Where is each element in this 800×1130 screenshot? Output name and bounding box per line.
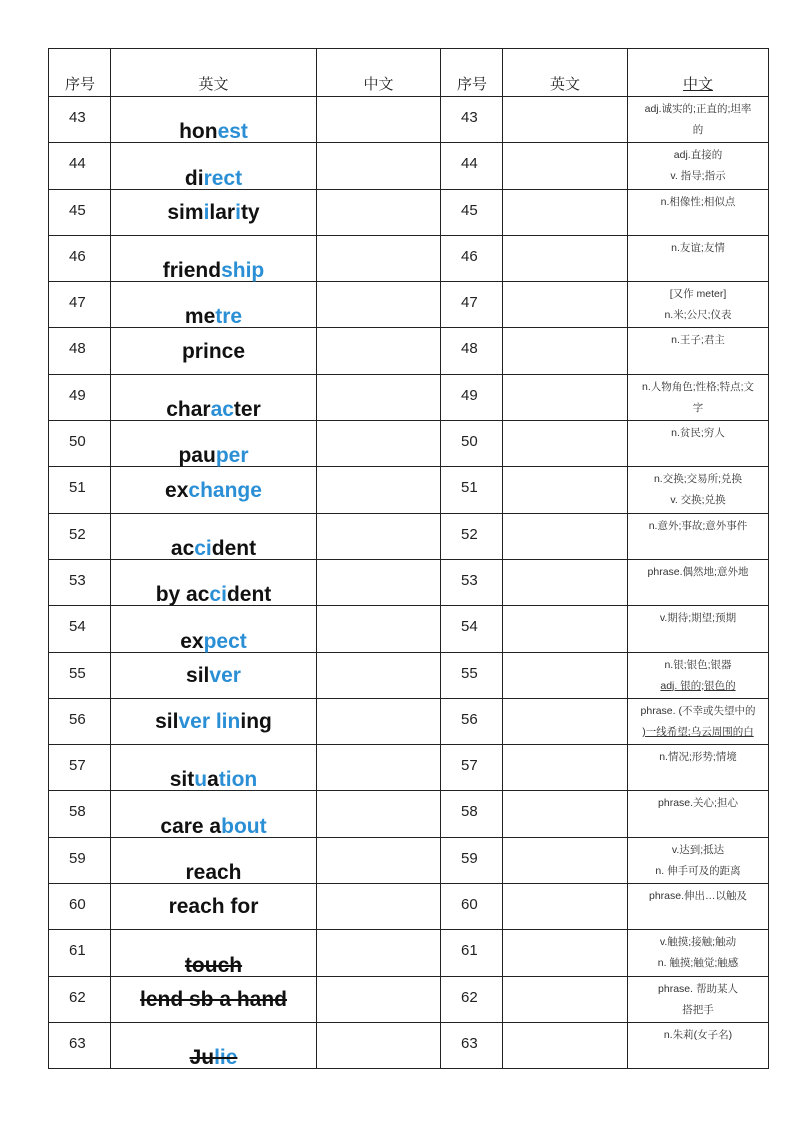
row-number: 54: [49, 606, 111, 652]
chinese-meaning: [628, 652, 769, 698]
table-row: [49, 930, 769, 976]
row-number: 57: [49, 745, 111, 791]
english-blank: [503, 189, 628, 235]
row-number: 44: [49, 143, 111, 189]
highlighted-syllable: est: [217, 120, 248, 144]
english-word: [111, 513, 317, 559]
row-number: 62: [49, 976, 111, 1022]
word-text: [186, 664, 241, 687]
chinese-blank: [317, 1022, 441, 1068]
word-syllable: char: [166, 398, 211, 422]
meaning-line: n.友谊;友情: [671, 241, 725, 254]
chinese-meaning: [628, 97, 769, 143]
chinese-meaning: [628, 837, 769, 883]
meaning-line: 搭把手: [682, 1003, 714, 1016]
row-number: 51: [49, 467, 111, 513]
header-zh-2: [628, 49, 769, 97]
row-number: 50: [49, 421, 111, 467]
row-number-2: 45: [441, 189, 503, 235]
meaning-line: v. 指导;指示: [670, 170, 726, 183]
chinese-blank: [317, 606, 441, 652]
row-number: 58: [49, 791, 111, 837]
word-syllable: dent: [211, 536, 257, 560]
meaning-line: n.朱莉(女子名): [663, 1028, 733, 1041]
word-syllable: touch: [184, 953, 243, 977]
table-row: [49, 1022, 769, 1068]
word-syllable: di: [184, 166, 204, 190]
row-number-2: 58: [441, 791, 503, 837]
chinese-blank: [317, 374, 441, 420]
chinese-meaning: [628, 930, 769, 976]
english-word: [111, 282, 317, 328]
word-syllable: reach: [185, 861, 242, 885]
chinese-meaning: [628, 282, 769, 328]
word-syllable: friend: [162, 259, 222, 283]
english-word: [111, 1022, 317, 1068]
chinese-meaning: [628, 884, 769, 930]
word-syllable: me: [184, 305, 216, 329]
meaning-line: phrase.关心;担心: [658, 797, 738, 810]
chinese-meaning: [628, 559, 769, 605]
word-syllable: ter: [233, 398, 261, 422]
word-syllable: a: [207, 768, 219, 792]
english-blank: [503, 421, 628, 467]
meaning-line: )一线希望;乌云周围的白: [642, 725, 754, 738]
row-number: 45: [49, 189, 111, 235]
english-blank: [503, 698, 628, 744]
word-text: [160, 815, 266, 838]
english-word: [111, 791, 317, 837]
row-number: 46: [49, 235, 111, 281]
word-text: [178, 444, 248, 467]
table-row: [49, 513, 769, 559]
word-syllable: ex: [165, 478, 189, 502]
english-word: [111, 467, 317, 513]
table-row: [49, 282, 769, 328]
table-row: [49, 235, 769, 281]
row-number-2: 43: [441, 97, 503, 143]
meaning-line: adj. 银的;银色的: [660, 679, 736, 692]
chinese-blank: [317, 791, 441, 837]
meaning-line: v. 交换;兑换: [670, 494, 726, 507]
highlighted-syllable: i: [235, 200, 241, 224]
row-number-2: 59: [441, 837, 503, 883]
word-text: [169, 895, 259, 918]
row-number-2: 56: [441, 698, 503, 744]
word-text: [165, 479, 262, 502]
english-blank: [503, 606, 628, 652]
highlighted-syllable: i: [203, 200, 210, 224]
word-syllable: by ac: [155, 583, 210, 607]
table-row: [49, 884, 769, 930]
meaning-line: phrase. 帮助某人: [658, 982, 738, 995]
table-row: [49, 328, 769, 374]
chinese-meaning: [628, 976, 769, 1022]
english-blank: [503, 559, 628, 605]
header-en-2: 英文: [503, 49, 628, 97]
english-blank: [503, 467, 628, 513]
table-row: [49, 606, 769, 652]
english-blank: [503, 884, 628, 930]
english-blank: [503, 930, 628, 976]
row-number-2: 44: [441, 143, 503, 189]
chinese-blank: [317, 421, 441, 467]
english-word: [111, 930, 317, 976]
chinese-blank: [317, 930, 441, 976]
english-blank: [503, 235, 628, 281]
highlighted-syllable: ver lin: [178, 710, 241, 733]
word-text: [185, 861, 241, 884]
english-blank: [503, 652, 628, 698]
vocab-table: [48, 48, 769, 1069]
highlighted-syllable: change: [188, 478, 262, 502]
english-blank: [503, 1022, 628, 1068]
meaning-line: v.触摸;接触;触动: [659, 936, 737, 949]
word-syllable: ing: [240, 710, 272, 733]
word-syllable: ty: [240, 200, 260, 224]
chinese-blank: [317, 745, 441, 791]
word-text: [180, 630, 247, 653]
chinese-meaning: [628, 745, 769, 791]
meaning-line: v.达到;抵达: [671, 843, 725, 856]
word-text: [171, 537, 256, 560]
table-row: [49, 421, 769, 467]
row-number-2: 52: [441, 513, 503, 559]
row-number-2: 55: [441, 652, 503, 698]
highlighted-syllable: rect: [203, 166, 243, 190]
chinese-blank: [317, 513, 441, 559]
row-number-2: 60: [441, 884, 503, 930]
english-blank: [503, 745, 628, 791]
highlighted-syllable: pect: [203, 629, 247, 653]
header-zh-2-text: 中文: [682, 76, 713, 93]
header-seq-1: 序号: [49, 49, 111, 97]
highlighted-syllable: tre: [215, 305, 243, 329]
meaning-line: n. 伸手可及的距离: [655, 864, 741, 877]
word-text: [163, 259, 265, 282]
chinese-blank: [317, 97, 441, 143]
english-word: [111, 97, 317, 143]
meaning-line: n.相像性;相似点: [660, 195, 736, 208]
word-syllable: ex: [180, 629, 204, 653]
english-blank: [503, 328, 628, 374]
english-blank: [503, 282, 628, 328]
highlighted-syllable: bout: [221, 814, 267, 838]
word-text: [185, 954, 242, 977]
row-number: 59: [49, 837, 111, 883]
meaning-line: 的: [692, 124, 704, 136]
table-row: [49, 976, 769, 1022]
english-blank: [503, 837, 628, 883]
english-word: [111, 235, 317, 281]
row-number-2: 54: [441, 606, 503, 652]
row-number: 52: [49, 513, 111, 559]
highlighted-syllable: ci: [194, 536, 212, 560]
row-number-2: 53: [441, 559, 503, 605]
chinese-meaning: [628, 698, 769, 744]
chinese-meaning: [628, 1022, 769, 1068]
english-word: [111, 559, 317, 605]
english-word: [111, 328, 317, 374]
english-blank: [503, 976, 628, 1022]
chinese-meaning: [628, 143, 769, 189]
meaning-line: n. 触摸;触觉;触感: [657, 957, 739, 970]
word-syllable: pau: [178, 444, 216, 468]
header-zh-1: 中文: [317, 49, 441, 97]
word-syllable: prince: [181, 339, 246, 363]
table-row: [49, 467, 769, 513]
english-blank: [503, 97, 628, 143]
chinese-meaning: [628, 235, 769, 281]
meaning-line: 字: [692, 401, 704, 414]
table-row: [49, 559, 769, 605]
row-number-2: 61: [441, 930, 503, 976]
english-blank: [503, 791, 628, 837]
word-syllable: lend sb a hand: [139, 987, 288, 1011]
english-word: [111, 374, 317, 420]
highlighted-syllable: lie: [214, 1046, 238, 1070]
table-row: [49, 837, 769, 883]
meaning-line: phrase.伸出…以触及: [648, 890, 748, 903]
row-number-2: 57: [441, 745, 503, 791]
chinese-blank: [317, 698, 441, 744]
row-number: 49: [49, 374, 111, 420]
meaning-line: n.贫民;穷人: [671, 427, 725, 440]
english-word: [111, 189, 317, 235]
table-row: [49, 745, 769, 791]
meaning-line: [又作 meter]: [669, 288, 727, 301]
row-number-2: 49: [441, 374, 503, 420]
row-number-2: 46: [441, 235, 503, 281]
row-number: 56: [49, 698, 111, 744]
chinese-blank: [317, 837, 441, 883]
chinese-meaning: [628, 374, 769, 420]
meaning-line: adj.诚实的;正直的;坦率: [644, 103, 752, 115]
table-row: [49, 97, 769, 143]
row-number: 47: [49, 282, 111, 328]
english-word: [111, 421, 317, 467]
header-seq-2: 序号: [441, 49, 503, 97]
chinese-blank: [317, 282, 441, 328]
row-number: 48: [49, 328, 111, 374]
row-number: 60: [49, 884, 111, 930]
word-text: [166, 398, 261, 421]
highlighted-syllable: ship: [221, 259, 265, 283]
english-word: [111, 884, 317, 930]
word-syllable: sil: [155, 710, 179, 733]
row-number: 63: [49, 1022, 111, 1068]
chinese-meaning: [628, 189, 769, 235]
english-word: [111, 652, 317, 698]
word-text: [155, 710, 272, 733]
meaning-line: n.银;银色;银器: [664, 658, 732, 671]
row-number-2: 48: [441, 328, 503, 374]
row-number: 61: [49, 930, 111, 976]
chinese-blank: [317, 652, 441, 698]
word-text: [140, 988, 287, 1011]
english-word: [111, 143, 317, 189]
highlighted-syllable: per: [215, 444, 249, 468]
meaning-line: phrase. (不幸或失望中的: [640, 704, 756, 717]
word-syllable: Ju: [189, 1046, 215, 1070]
word-syllable: sim: [167, 200, 204, 224]
meaning-line: n.人物角色;性格;特点;文: [641, 380, 754, 393]
chinese-blank: [317, 884, 441, 930]
chinese-blank: [317, 559, 441, 605]
chinese-blank: [317, 467, 441, 513]
table-row: [49, 791, 769, 837]
row-number: 55: [49, 652, 111, 698]
table-row: [49, 189, 769, 235]
table-row: [49, 698, 769, 744]
highlighted-syllable: ci: [209, 583, 227, 607]
english-word: [111, 698, 317, 744]
english-word: [111, 745, 317, 791]
word-syllable: care a: [160, 814, 222, 838]
chinese-blank: [317, 189, 441, 235]
chinese-blank: [317, 235, 441, 281]
word-text: [185, 167, 242, 190]
chinese-blank: [317, 976, 441, 1022]
word-text: [167, 201, 259, 224]
word-syllable: reach for: [168, 895, 259, 919]
meaning-line: n.交换;交易所;兑换: [653, 473, 743, 486]
word-text: [182, 340, 245, 363]
row-number-2: 50: [441, 421, 503, 467]
english-blank: [503, 374, 628, 420]
english-word: [111, 606, 317, 652]
english-blank: [503, 143, 628, 189]
header-en-1: 英文: [111, 49, 317, 97]
row-number-2: 62: [441, 976, 503, 1022]
highlighted-syllable: ver: [209, 663, 241, 687]
highlighted-syllable: u: [194, 768, 208, 792]
word-text: [179, 120, 248, 143]
word-syllable: ac: [170, 536, 195, 560]
chinese-meaning: [628, 513, 769, 559]
word-text: [170, 768, 258, 791]
english-word: [111, 976, 317, 1022]
chinese-meaning: [628, 606, 769, 652]
row-number: 43: [49, 97, 111, 143]
chinese-meaning: [628, 791, 769, 837]
row-number-2: 51: [441, 467, 503, 513]
chinese-meaning: [628, 328, 769, 374]
meaning-line: adj.直接的: [673, 149, 723, 162]
meaning-line: v.期待;期望;预期: [659, 612, 737, 625]
row-number-2: 63: [441, 1022, 503, 1068]
table-row: [49, 374, 769, 420]
word-syllable: dent: [226, 583, 272, 607]
chinese-meaning: [628, 467, 769, 513]
meaning-line: n.意外;事故;意外事件: [648, 519, 748, 532]
chinese-blank: [317, 328, 441, 374]
header-row: [49, 49, 769, 97]
word-syllable: sit: [169, 768, 195, 792]
meaning-line: phrase.偶然地;意外地: [647, 565, 749, 578]
highlighted-syllable: tion: [218, 768, 258, 792]
row-number-2: 47: [441, 282, 503, 328]
meaning-line: n.情况;形势;情境: [659, 751, 737, 764]
english-word: [111, 837, 317, 883]
word-text: [185, 305, 242, 328]
highlighted-syllable: ac: [210, 398, 234, 422]
word-text: [190, 1046, 238, 1069]
chinese-meaning: [628, 421, 769, 467]
english-blank: [503, 513, 628, 559]
word-syllable: sil: [186, 663, 210, 687]
table-row: [49, 652, 769, 698]
row-number: 53: [49, 559, 111, 605]
meaning-line: n.米;公尺;仪表: [664, 309, 732, 322]
meaning-line: n.王子;君主: [671, 334, 725, 347]
word-syllable: lar: [209, 200, 236, 224]
word-syllable: hon: [179, 120, 218, 144]
word-text: [156, 583, 272, 606]
chinese-blank: [317, 143, 441, 189]
table-row: [49, 143, 769, 189]
